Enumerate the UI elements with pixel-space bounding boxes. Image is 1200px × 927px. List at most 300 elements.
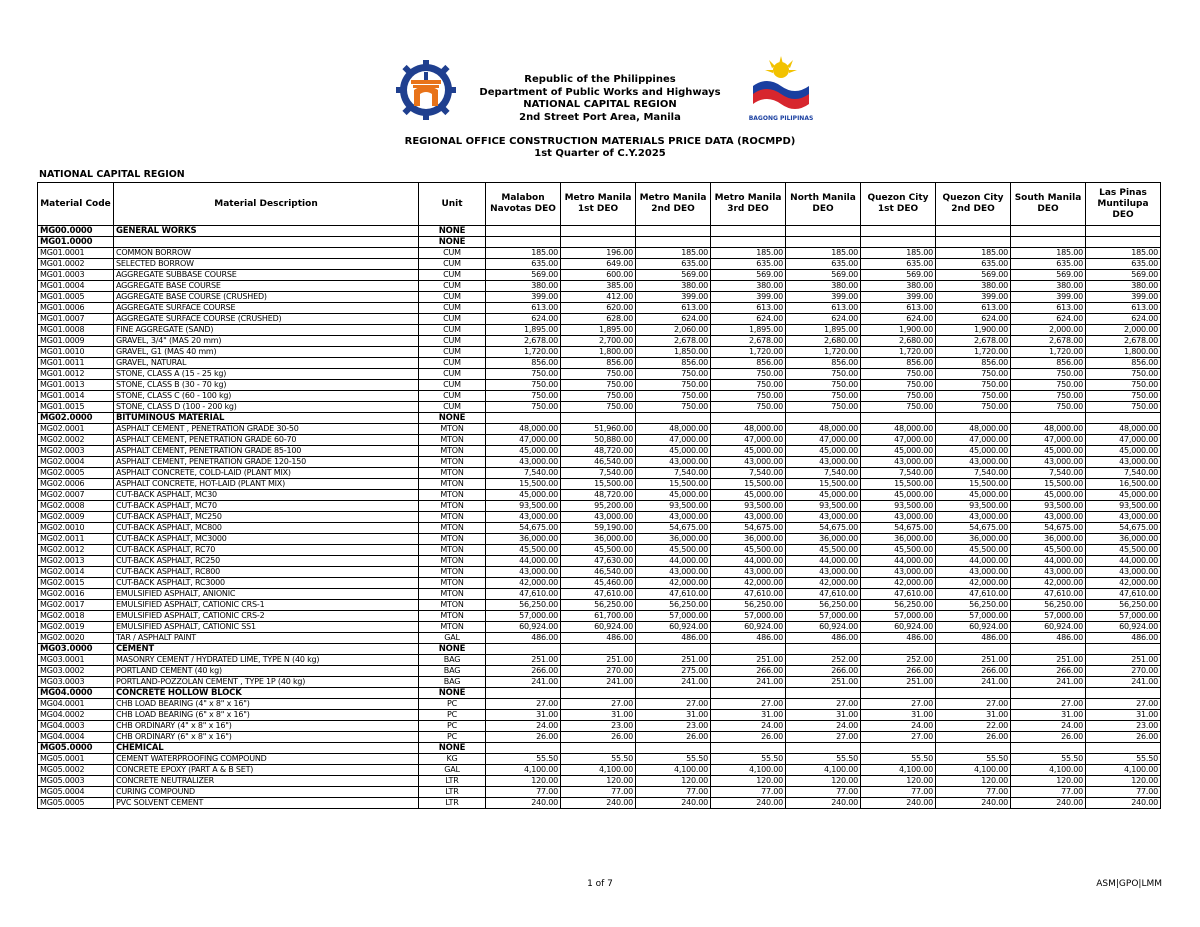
price-cell: 856.00 [1086,358,1161,369]
price-cell: 45,000.00 [636,446,711,457]
price-cell: 23.00 [636,721,711,732]
price-cell: 56,250.00 [786,600,861,611]
price-cell: 750.00 [936,369,1011,380]
price-cell [786,226,861,237]
price-cell: 45,000.00 [1011,446,1086,457]
price-cell: 1,720.00 [486,347,561,358]
unit: CUM [419,270,486,281]
price-cell [936,688,1011,699]
price-cell: 2,678.00 [936,336,1011,347]
price-cell: 266.00 [1011,666,1086,677]
price-cell [636,644,711,655]
table-row [38,501,1161,512]
material-description: CHB LOAD BEARING (4" x 8" x 16") [114,699,419,710]
price-cell: 57,000.00 [936,611,1011,622]
price-cell: 2,000.00 [1086,325,1161,336]
material-description: CUT-BACK ASPHALT, MC3000 [114,534,419,545]
price-cell: 77.00 [636,787,711,798]
price-cell: 44,000.00 [486,556,561,567]
price-cell: 24.00 [1011,721,1086,732]
price-cell: 47,000.00 [861,435,936,446]
price-cell: 45,000.00 [1011,490,1086,501]
price-cell: 15,500.00 [636,479,711,490]
price-cell: 26.00 [1086,732,1161,743]
price-cell: 54,675.00 [486,523,561,534]
price-cell: 55.50 [636,754,711,765]
price-cell: 46,540.00 [561,567,636,578]
material-description: EMULSIFIED ASPHALT, CATIONIC CRS-2 [114,611,419,622]
price-cell: 856.00 [636,358,711,369]
price-cell: 93,500.00 [1011,501,1086,512]
unit: CUM [419,248,486,259]
price-cell [1011,226,1086,237]
material-code: MG01.0014 [38,391,114,402]
unit: CUM [419,325,486,336]
material-description: CONCRETE HOLLOW BLOCK [114,688,419,699]
price-cell: 56,250.00 [1011,600,1086,611]
price-cell: 240.00 [561,798,636,809]
material-code: MG02.0011 [38,534,114,545]
price-cell: 93,500.00 [486,501,561,512]
table-row [38,270,1161,281]
price-cell: 750.00 [1086,369,1161,380]
price-cell: 42,000.00 [786,578,861,589]
material-code: MG02.0019 [38,622,114,633]
price-cell: 251.00 [1011,655,1086,666]
price-cell: 266.00 [711,666,786,677]
price-cell: 45,000.00 [861,446,936,457]
price-cell: 240.00 [786,798,861,809]
material-code: MG02.0017 [38,600,114,611]
unit: NONE [419,413,486,424]
material-description: COMMON BORROW [114,248,419,259]
header-line-region: NATIONAL CAPITAL REGION [523,99,677,110]
table-row [38,446,1161,457]
price-cell: 45,500.00 [636,545,711,556]
price-cell: 486.00 [561,633,636,644]
price-cell: 380.00 [486,281,561,292]
price-cell: 42,000.00 [1011,578,1086,589]
price-cell [561,226,636,237]
header-line-republic: Republic of the Philippines [524,74,676,85]
unit: MTON [419,534,486,545]
unit: NONE [419,743,486,754]
price-cell: 47,000.00 [786,435,861,446]
price-cell: 486.00 [786,633,861,644]
price-cell: 43,000.00 [861,512,936,523]
unit: MTON [419,567,486,578]
column-header: Unit [419,183,486,226]
unit: MTON [419,435,486,446]
unit: NONE [419,688,486,699]
price-cell: 270.00 [1086,666,1161,677]
price-cell: 43,000.00 [486,457,561,468]
unit: MTON [419,622,486,633]
price-cell: 56,250.00 [861,600,936,611]
price-cell: 45,000.00 [936,446,1011,457]
material-code: MG01.0011 [38,358,114,369]
price-cell: 48,720.00 [561,446,636,457]
material-code: MG05.0000 [38,743,114,754]
price-cell: 185.00 [861,248,936,259]
unit: MTON [419,468,486,479]
unit: CUM [419,402,486,413]
unit: CUM [419,358,486,369]
price-cell: 36,000.00 [1086,534,1161,545]
material-description: CHB ORDINARY (6" x 8" x 16") [114,732,419,743]
price-cell [561,413,636,424]
price-cell: 47,610.00 [786,589,861,600]
price-cell: 635.00 [636,259,711,270]
material-code: MG01.0009 [38,336,114,347]
price-cell: 241.00 [486,677,561,688]
column-header: Malabon Navotas DEO [486,183,561,226]
material-code: MG02.0010 [38,523,114,534]
material-code: MG03.0001 [38,655,114,666]
price-cell: 750.00 [711,391,786,402]
material-description: PORTLAND-POZZOLAN CEMENT , TYPE 1P (40 kg) [114,677,419,688]
material-description: CONCRETE NEUTRALIZER [114,776,419,787]
unit: MTON [419,457,486,468]
price-cell: 185.00 [936,248,1011,259]
column-header: Metro Manila 2nd DEO [636,183,711,226]
price-cell: 27.00 [636,699,711,710]
price-cell: 48,720.00 [561,490,636,501]
price-cell [861,226,936,237]
price-cell: 251.00 [711,655,786,666]
price-cell: 45,000.00 [936,490,1011,501]
material-code: MG03.0002 [38,666,114,677]
price-cell: 45,460.00 [561,578,636,589]
price-cell: 31.00 [936,710,1011,721]
price-cell: 380.00 [711,281,786,292]
material-description: CUT-BACK ASPHALT, RC800 [114,567,419,578]
price-cell: 624.00 [1086,314,1161,325]
table-row [38,391,1161,402]
unit: LTR [419,798,486,809]
table-row [38,798,1161,809]
material-code: MG01.0013 [38,380,114,391]
unit: LTR [419,787,486,798]
price-cell: 93,500.00 [786,501,861,512]
price-cell: 45,500.00 [561,545,636,556]
unit: CUM [419,259,486,270]
table-row [38,655,1161,666]
price-cell: 251.00 [561,655,636,666]
price-cell: 624.00 [636,314,711,325]
material-description: ASPHALT CEMENT, PENETRATION GRADE 120-150 [114,457,419,468]
unit: LTR [419,776,486,787]
price-cell: 48,000.00 [786,424,861,435]
material-code: MG02.0020 [38,633,114,644]
price-cell: 56,250.00 [936,600,1011,611]
price-cell: 399.00 [486,292,561,303]
price-cell: 45,000.00 [486,446,561,457]
price-cell: 27.00 [861,732,936,743]
price-cell: 241.00 [711,677,786,688]
price-cell: 93,500.00 [936,501,1011,512]
unit: CUM [419,314,486,325]
material-code: MG02.0015 [38,578,114,589]
price-cell: 252.00 [861,655,936,666]
price-cell [711,237,786,248]
material-description: STONE, CLASS A (15 - 25 kg) [114,369,419,380]
material-description: CUT-BACK ASPHALT, RC250 [114,556,419,567]
unit: MTON [419,600,486,611]
price-cell: 486.00 [636,633,711,644]
material-description: AGGREGATE SURFACE COURSE [114,303,419,314]
table-row [38,732,1161,743]
price-cell: 628.00 [561,314,636,325]
price-cell: 750.00 [486,380,561,391]
price-cell: 27.00 [1086,699,1161,710]
price-cell: 56,250.00 [561,600,636,611]
price-cell: 1,720.00 [711,347,786,358]
price-cell: 4,100.00 [711,765,786,776]
column-header: South Manila DEO [1011,183,1086,226]
material-description: GRAVEL, G1 (MAS 40 mm) [114,347,419,358]
price-cell: 43,000.00 [711,457,786,468]
price-cell: 45,000.00 [786,490,861,501]
price-cell: 57,000.00 [636,611,711,622]
price-cell [636,413,711,424]
price-cell [636,743,711,754]
material-code: MG03.0000 [38,644,114,655]
price-cell: 31.00 [1086,710,1161,721]
price-cell [936,226,1011,237]
material-description: AGGREGATE BASE COURSE [114,281,419,292]
unit: CUM [419,347,486,358]
material-code: MG01.0001 [38,248,114,259]
price-cell: 613.00 [711,303,786,314]
price-cell: 120.00 [711,776,786,787]
price-cell: 613.00 [936,303,1011,314]
price-cell: 569.00 [1011,270,1086,281]
price-cell: 31.00 [861,710,936,721]
unit: MTON [419,479,486,490]
price-cell: 15,500.00 [861,479,936,490]
material-description: GRAVEL, 3/4" (MAS 20 mm) [114,336,419,347]
price-cell: 750.00 [861,380,936,391]
table-row [38,754,1161,765]
price-cell: 43,000.00 [711,512,786,523]
price-cell: 46,540.00 [561,457,636,468]
price-cell: 750.00 [1011,391,1086,402]
price-cell: 57,000.00 [786,611,861,622]
price-cell: 7,540.00 [936,468,1011,479]
price-cell [1011,644,1086,655]
price-cell: 380.00 [861,281,936,292]
price-cell: 60,924.00 [786,622,861,633]
price-table [37,182,1161,809]
material-code: MG01.0012 [38,369,114,380]
material-code: MG01.0015 [38,402,114,413]
price-cell: 48,000.00 [486,424,561,435]
material-description: TAR / ASPHALT PAINT [114,633,419,644]
price-cell: 77.00 [936,787,1011,798]
price-cell: 4,100.00 [861,765,936,776]
price-cell: 45,000.00 [636,490,711,501]
price-cell: 185.00 [1086,248,1161,259]
price-cell: 47,610.00 [861,589,936,600]
price-cell: 2,678.00 [636,336,711,347]
unit: BAG [419,677,486,688]
material-description: ASPHALT CEMENT, PENETRATION GRADE 60-70 [114,435,419,446]
table-row [38,578,1161,589]
price-cell [486,644,561,655]
price-cell: 635.00 [936,259,1011,270]
price-cell: 77.00 [861,787,936,798]
price-cell: 45,500.00 [786,545,861,556]
price-cell: 613.00 [861,303,936,314]
price-cell: 31.00 [711,710,786,721]
agency-header [0,74,1200,124]
column-header: Material Description [114,183,419,226]
table-row [38,259,1161,270]
price-cell [936,413,1011,424]
material-description: CHB ORDINARY (4" x 8" x 16") [114,721,419,732]
material-description: CUT-BACK ASPHALT, MC800 [114,523,419,534]
table-row [38,237,1161,248]
price-cell: 27.00 [486,699,561,710]
price-cell: 624.00 [711,314,786,325]
price-cell [936,237,1011,248]
price-cell: 624.00 [786,314,861,325]
price-cell: 45,000.00 [1086,446,1161,457]
price-cell [711,226,786,237]
price-cell: 36,000.00 [636,534,711,545]
price-cell: 750.00 [936,380,1011,391]
price-cell [561,743,636,754]
material-code: MG05.0003 [38,776,114,787]
material-code: MG02.0014 [38,567,114,578]
price-cell: 1,895.00 [786,325,861,336]
price-cell: 750.00 [561,369,636,380]
table-row [38,479,1161,490]
price-cell: 251.00 [786,677,861,688]
material-code: MG02.0003 [38,446,114,457]
price-cell: 55.50 [1011,754,1086,765]
price-cell: 47,000.00 [1011,435,1086,446]
price-cell: 750.00 [786,391,861,402]
price-cell: 31.00 [1011,710,1086,721]
price-cell: 750.00 [636,402,711,413]
unit: BAG [419,655,486,666]
price-cell: 51,960.00 [561,424,636,435]
table-row [38,666,1161,677]
table-row [38,710,1161,721]
price-cell: 7,540.00 [561,468,636,479]
table-header-row [38,183,1161,226]
table-row [38,435,1161,446]
material-description: CONCRETE EPOXY (PART A & B SET) [114,765,419,776]
price-cell: 380.00 [786,281,861,292]
price-cell: 44,000.00 [936,556,1011,567]
price-cell: 569.00 [486,270,561,281]
material-description: CEMENT [114,644,419,655]
price-cell: 15,500.00 [1011,479,1086,490]
material-description: EMULSIFIED ASPHALT, CATIONIC CRS-1 [114,600,419,611]
material-code: MG02.0012 [38,545,114,556]
price-cell: 750.00 [711,402,786,413]
price-cell: 31.00 [786,710,861,721]
price-cell: 23.00 [561,721,636,732]
price-cell: 43,000.00 [1011,457,1086,468]
price-cell: 47,610.00 [486,589,561,600]
price-cell: 43,000.00 [1086,567,1161,578]
price-cell [1011,413,1086,424]
unit: KG [419,754,486,765]
price-cell: 486.00 [861,633,936,644]
column-header: Las Pinas Muntilupa DEO [1086,183,1161,226]
price-cell: 42,000.00 [861,578,936,589]
table-row [38,589,1161,600]
price-cell: 7,540.00 [786,468,861,479]
price-cell: 24.00 [861,721,936,732]
material-code: MG05.0002 [38,765,114,776]
material-description: STONE, CLASS D (100 - 200 kg) [114,402,419,413]
table-row [38,622,1161,633]
price-cell: 57,000.00 [711,611,786,622]
column-header: Quezon City 2nd DEO [936,183,1011,226]
price-cell: 55.50 [786,754,861,765]
price-cell: 43,000.00 [861,567,936,578]
material-description [114,237,419,248]
price-cell: 750.00 [711,380,786,391]
material-description: CEMENT WATERPROOFING COMPOUND [114,754,419,765]
unit: GAL [419,765,486,776]
price-cell: 43,000.00 [786,457,861,468]
price-cell: 569.00 [711,270,786,281]
unit: NONE [419,644,486,655]
unit: CUM [419,380,486,391]
material-description: STONE, CLASS C (60 - 100 kg) [114,391,419,402]
price-cell: 48,000.00 [861,424,936,435]
price-cell: 750.00 [636,369,711,380]
table-row [38,292,1161,303]
material-description: EMULSIFIED ASPHALT, CATIONIC SS1 [114,622,419,633]
price-cell [861,743,936,754]
price-cell: 36,000.00 [711,534,786,545]
price-cell: 185.00 [636,248,711,259]
price-cell [711,644,786,655]
price-cell: 44,000.00 [711,556,786,567]
price-cell: 240.00 [1086,798,1161,809]
price-cell: 4,100.00 [561,765,636,776]
table-row [38,457,1161,468]
price-cell: 26.00 [561,732,636,743]
price-cell: 42,000.00 [711,578,786,589]
price-cell: 23.00 [1086,721,1161,732]
unit: NONE [419,237,486,248]
price-cell: 60,924.00 [711,622,786,633]
price-cell [786,644,861,655]
price-cell: 1,800.00 [1086,347,1161,358]
price-cell: 251.00 [636,655,711,666]
table-row [38,347,1161,358]
price-cell: 613.00 [636,303,711,314]
price-cell: 26.00 [486,732,561,743]
material-description: CHEMICAL [114,743,419,754]
price-cell: 750.00 [1086,391,1161,402]
table-row [38,325,1161,336]
price-cell: 48,000.00 [1011,424,1086,435]
price-cell: 77.00 [786,787,861,798]
price-cell [1011,688,1086,699]
price-cell: 856.00 [486,358,561,369]
price-cell: 2,680.00 [786,336,861,347]
price-cell: 486.00 [1011,633,1086,644]
